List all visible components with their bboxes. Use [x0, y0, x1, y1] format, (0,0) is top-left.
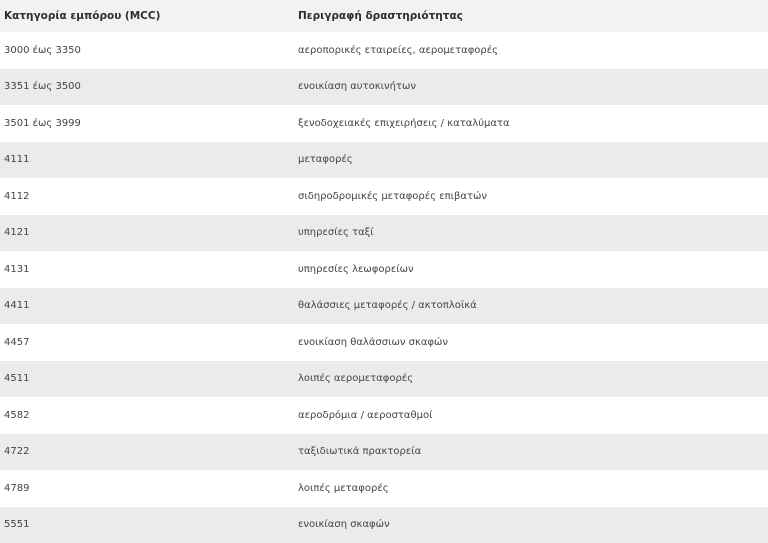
- cell-mcc: 4121: [0, 215, 295, 252]
- cell-description: ενοικίαση σκαφών: [295, 507, 768, 543]
- cell-description: λοιπές μεταφορές: [295, 470, 768, 507]
- table-row: [0, 361, 768, 398]
- cell-mcc: 4411: [0, 288, 295, 325]
- cell-mcc: 4457: [0, 324, 295, 361]
- cell-description: ενοικίαση θαλάσσιων σκαφών: [295, 324, 768, 361]
- cell-mcc: 4111: [0, 142, 295, 179]
- table-body: [0, 32, 768, 543]
- cell-mcc: 5551: [0, 507, 295, 543]
- table-row: [0, 69, 768, 106]
- cell-description: μεταφορές: [295, 142, 768, 179]
- cell-mcc: 4789: [0, 470, 295, 507]
- table-row: [0, 178, 768, 215]
- cell-description: αεροδρόμια / αεροσταθμοί: [295, 397, 768, 434]
- table-row: [0, 288, 768, 325]
- cell-mcc: 3501 έως 3999: [0, 105, 295, 142]
- header-row: [0, 0, 768, 32]
- table-header: [0, 0, 768, 32]
- cell-description: ενοικίαση αυτοκινήτων: [295, 69, 768, 106]
- cell-description: ξενοδοχειακές επιχειρήσεις / καταλύματα: [295, 105, 768, 142]
- header-mcc: Κατηγορία εμπόρου (MCC): [0, 0, 295, 32]
- table-row: [0, 215, 768, 252]
- cell-mcc: 3351 έως 3500: [0, 69, 295, 106]
- table-row: [0, 507, 768, 543]
- table-row: [0, 397, 768, 434]
- table-row: [0, 251, 768, 288]
- cell-description: υπηρεσίες ταξί: [295, 215, 768, 252]
- cell-mcc: 3000 έως 3350: [0, 32, 295, 69]
- cell-description: ταξιδιωτικά πρακτορεία: [295, 434, 768, 471]
- cell-mcc: 4131: [0, 251, 295, 288]
- cell-description: υπηρεσίες λεωφορείων: [295, 251, 768, 288]
- table-row: [0, 470, 768, 507]
- cell-description: θαλάσσιες μεταφορές / ακτοπλοϊκά: [295, 288, 768, 325]
- cell-description: αεροπορικές εταιρείες, αερομεταφορές: [295, 32, 768, 69]
- cell-mcc: 4112: [0, 178, 295, 215]
- table-row: [0, 324, 768, 361]
- header-description: Περιγραφή δραστηριότητας: [295, 0, 768, 32]
- table-row: [0, 105, 768, 142]
- table-row: [0, 434, 768, 471]
- table-row: [0, 142, 768, 179]
- cell-mcc: 4582: [0, 397, 295, 434]
- cell-description: σιδηροδρομικές μεταφορές επιβατών: [295, 178, 768, 215]
- table-row: [0, 32, 768, 69]
- cell-mcc: 4511: [0, 361, 295, 398]
- cell-mcc: 4722: [0, 434, 295, 471]
- cell-description: λοιπές αερομεταφορές: [295, 361, 768, 398]
